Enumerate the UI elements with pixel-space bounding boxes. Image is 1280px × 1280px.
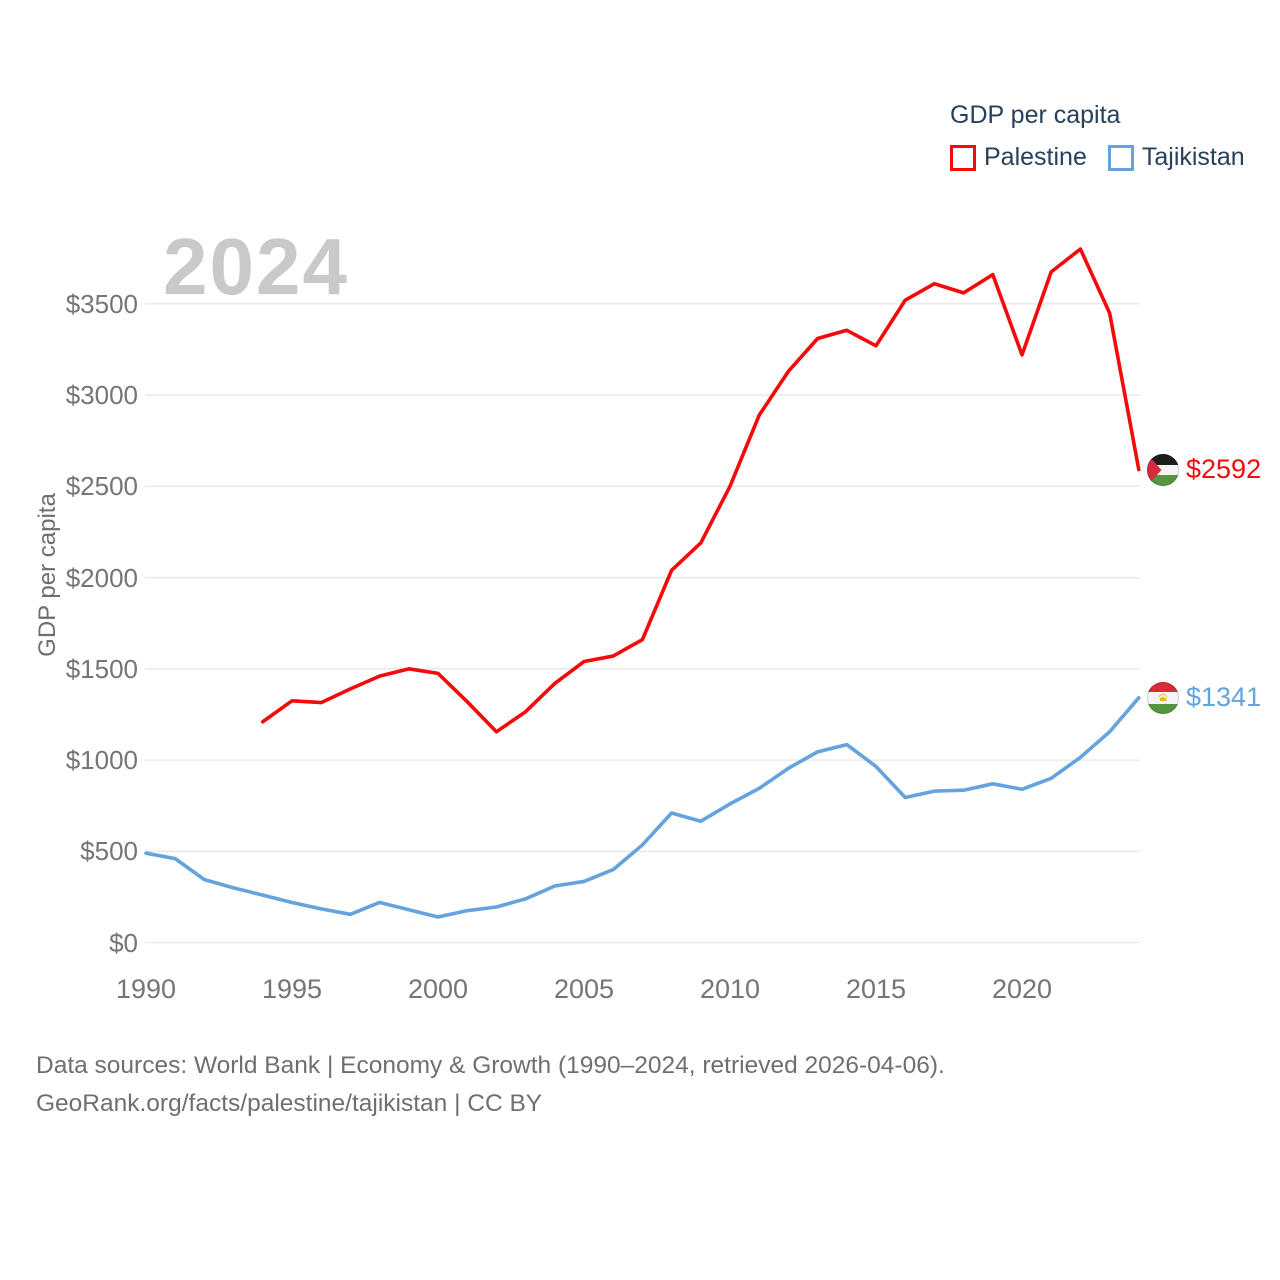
attribution-text: GeoRank.org/facts/palestine/tajikistan | CC BY bbox=[36, 1090, 543, 1117]
x-tick-label: 2000 bbox=[407, 974, 469, 1004]
x-tick-label: 1995 bbox=[261, 974, 323, 1004]
palestine-flag-icon bbox=[1147, 454, 1179, 486]
y-axis-title: GDP per capita bbox=[34, 493, 61, 657]
data-sources-text: Data sources: World Bank | Economy & Growth (1990–2024, retrieved 2026-04-06). bbox=[36, 1052, 945, 1079]
palestine-end-value: $2592 bbox=[1186, 454, 1262, 485]
tajikistan-end-value: $1341 bbox=[1186, 682, 1262, 713]
year-watermark: 2024 bbox=[163, 222, 349, 311]
tajikistan-series-swatch bbox=[1108, 145, 1134, 171]
x-tick-label: 2015 bbox=[845, 974, 907, 1004]
y-tick-label: $3000 bbox=[65, 380, 138, 411]
tajikistan-flag-icon bbox=[1147, 682, 1179, 714]
palestine-end-label bbox=[1147, 454, 1261, 486]
legend-item-palestine[interactable] bbox=[950, 143, 1087, 172]
legend-item-tajikistan[interactable] bbox=[1108, 143, 1245, 172]
footer bbox=[36, 1047, 945, 1123]
tajikistan-line[interactable] bbox=[146, 698, 1139, 917]
x-tick-label: 2010 bbox=[699, 974, 761, 1004]
legend-title: GDP per capita bbox=[950, 101, 1121, 129]
y-tick-label: $0 bbox=[109, 927, 138, 958]
legend-label-tajikistan: Tajikistan bbox=[1141, 143, 1245, 171]
legend-label-palestine: Palestine bbox=[984, 143, 1087, 171]
y-tick-label: $3500 bbox=[65, 288, 138, 319]
y-tick-label: $1500 bbox=[65, 653, 138, 684]
x-tick-label: 1990 bbox=[115, 974, 177, 1004]
y-tick-label: $2000 bbox=[65, 562, 138, 593]
x-tick-label: 2020 bbox=[991, 974, 1053, 1004]
tajikistan-end-label bbox=[1147, 682, 1261, 714]
legend-row bbox=[950, 143, 1245, 172]
palestine-line[interactable] bbox=[263, 249, 1139, 732]
x-tick-label: 2005 bbox=[553, 974, 615, 1004]
chart-legend bbox=[950, 100, 1245, 172]
palestine-series-swatch bbox=[950, 145, 976, 171]
y-tick-label: $2500 bbox=[65, 471, 138, 502]
y-tick-label: $1000 bbox=[65, 745, 138, 776]
y-tick-label: $500 bbox=[80, 836, 138, 867]
